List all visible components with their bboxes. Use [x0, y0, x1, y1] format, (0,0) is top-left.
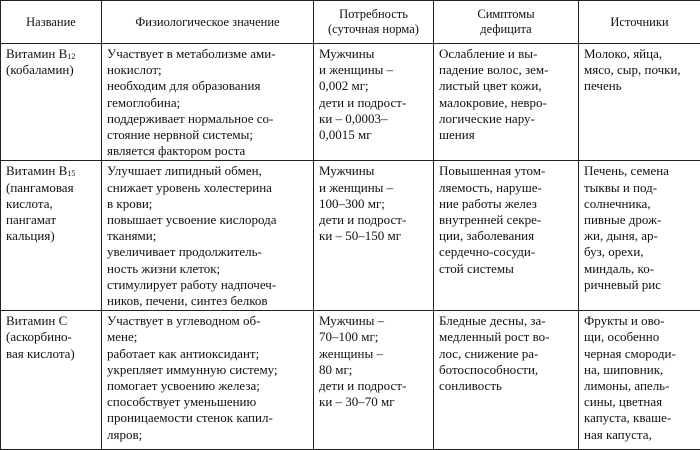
source-line: солнечника, — [584, 196, 696, 212]
cell-name — [1, 44, 102, 161]
symptom-line: шения — [439, 127, 574, 143]
source-line: на, шиповник, — [584, 362, 696, 378]
cell-symptoms — [434, 311, 579, 450]
table-row — [1, 44, 700, 161]
need-line: ки – 0,0003– — [319, 111, 429, 127]
function-line: помогает усвоению железа; — [107, 378, 309, 394]
cell-sources — [579, 161, 700, 311]
source-line: ричневый рис — [584, 277, 696, 293]
cell-function — [102, 44, 314, 161]
header-function — [102, 1, 314, 44]
header-name — [1, 1, 102, 44]
header-line: дефицита — [437, 22, 575, 37]
source-line: тыквы и под- — [584, 180, 696, 196]
source-line: мясо, сыр, почки, — [584, 62, 696, 78]
need-line: дети и подрост- — [319, 378, 429, 394]
vitamin-name — [6, 46, 97, 62]
source-line: буз, орехи, — [584, 244, 696, 260]
function-line: стояние нервной системы; — [107, 127, 309, 143]
vitamin-alias-line: (кобаламин) — [6, 62, 97, 78]
cell-function — [102, 311, 314, 450]
need-line: 70–100 мг; — [319, 329, 429, 345]
symptom-line: ботоспособности, — [439, 362, 574, 378]
symptom-line: листый цвет кожи, — [439, 78, 574, 94]
vitamin-name — [6, 163, 97, 179]
need-line: 100–300 мг; — [319, 196, 429, 212]
function-line: нокислот; — [107, 62, 309, 78]
source-line: Фрукты и ово- — [584, 313, 696, 329]
cell-function — [102, 161, 314, 311]
symptom-line: Повышенная утом- — [439, 163, 574, 179]
header-line: Название — [4, 15, 98, 30]
need-line: дети и подрост- — [319, 95, 429, 111]
need-line: и женщины – — [319, 62, 429, 78]
source-line: капуста, кваше- — [584, 410, 696, 426]
need-line: ки – 50–150 мг — [319, 228, 429, 244]
need-line: Мужчины – — [319, 313, 429, 329]
symptom-line: лос, снижение ра- — [439, 346, 574, 362]
symptom-line: сердечно-сосуди- — [439, 244, 574, 260]
vitamin-name-main: Витамин B — [6, 163, 67, 178]
function-line: повышает усвоение кислорода — [107, 212, 309, 228]
function-line: гемоглобина; — [107, 95, 309, 111]
need-line: 80 мг; — [319, 362, 429, 378]
symptom-line: логические нару- — [439, 111, 574, 127]
table-row — [1, 311, 700, 450]
symptom-line: ние работы желез — [439, 196, 574, 212]
function-line: снижает уровень холестерина — [107, 180, 309, 196]
symptom-line: малокровие, невро- — [439, 95, 574, 111]
header-sources — [579, 1, 700, 44]
source-line: печень — [584, 78, 696, 94]
function-line: увеличивает продолжитель- — [107, 244, 309, 260]
cell-need — [314, 44, 434, 161]
cell-symptoms — [434, 44, 579, 161]
source-line: Молоко, яйца, — [584, 46, 696, 62]
table-row — [1, 161, 700, 311]
source-line: Печень, семена — [584, 163, 696, 179]
header-line: Физиологическое значение — [105, 15, 310, 30]
function-line: является фактором роста — [107, 143, 309, 159]
vitamin-alias-line: пангамат — [6, 212, 97, 228]
need-line: 0,002 мг; — [319, 78, 429, 94]
vitamin-alias-line: вая кислота) — [6, 346, 97, 362]
header-need — [314, 1, 434, 44]
vitamin-alias-line: кальция) — [6, 228, 97, 244]
vitamin-name-main: Витамин C — [6, 313, 67, 328]
function-line: проницаемости стенок капил- — [107, 410, 309, 426]
function-line: Улучшает липидный обмен, — [107, 163, 309, 179]
symptom-line: Бледные десны, за- — [439, 313, 574, 329]
vitamin-name — [6, 313, 97, 329]
symptom-line: падение волос, зем- — [439, 62, 574, 78]
source-line: щи, особенно — [584, 329, 696, 345]
need-line: женщины – — [319, 346, 429, 362]
header-symptoms — [434, 1, 579, 44]
source-line: миндаль, ко- — [584, 261, 696, 277]
symptom-line: стой системы — [439, 261, 574, 277]
function-line: способствует уменьшению — [107, 394, 309, 410]
vitamin-alias-line: (аскорбино- — [6, 329, 97, 345]
cell-name — [1, 161, 102, 311]
source-line: лимоны, апель- — [584, 378, 696, 394]
symptom-line: ции, заболевания — [439, 228, 574, 244]
source-line: сины, цветная — [584, 394, 696, 410]
need-line: дети и подрост- — [319, 212, 429, 228]
function-line: в крови; — [107, 196, 309, 212]
function-line: ников, печени, синтез белков — [107, 293, 309, 309]
function-line: ляров; — [107, 427, 309, 443]
cell-sources — [579, 44, 700, 161]
need-line: ки – 30–70 мг — [319, 394, 429, 410]
cell-symptoms — [434, 161, 579, 311]
function-line: укрепляет иммунную систему; — [107, 362, 309, 378]
cell-need — [314, 161, 434, 311]
vitamin-name-sub: 15 — [67, 169, 75, 178]
header-line: Источники — [582, 15, 697, 30]
source-line: ная капуста, — [584, 427, 696, 443]
header-line: Потребность — [317, 7, 430, 22]
function-line: ность жизни клеток; — [107, 261, 309, 277]
function-line: Участвует в метаболизме ами- — [107, 46, 309, 62]
cell-name — [1, 311, 102, 450]
need-line: 0,0015 мг — [319, 127, 429, 143]
header-line: (суточная норма) — [317, 22, 430, 37]
vitamin-alias-line: кислота, — [6, 196, 97, 212]
vitamin-name-sub: 12 — [67, 52, 75, 61]
source-line: жи, дыня, ар- — [584, 228, 696, 244]
need-line: Мужчины — [319, 46, 429, 62]
source-line: черная смороди- — [584, 346, 696, 362]
vitamin-name-main: Витамин B — [6, 46, 67, 61]
function-line: тканями; — [107, 228, 309, 244]
vitamin-alias-line: (пангамовая — [6, 180, 97, 196]
symptom-line: внутренней секре- — [439, 212, 574, 228]
function-line: работает как антиоксидант; — [107, 346, 309, 362]
function-line: Участвует в углеводном об- — [107, 313, 309, 329]
need-line: и женщины – — [319, 180, 429, 196]
source-line: пивные дрож- — [584, 212, 696, 228]
function-line: необходим для образования — [107, 78, 309, 94]
cell-need — [314, 311, 434, 450]
cell-sources — [579, 311, 700, 450]
need-line: Мужчины — [319, 163, 429, 179]
function-line: поддерживает нормальное со- — [107, 111, 309, 127]
header-line: Симптомы — [437, 7, 575, 22]
symptom-line: медленный рост во- — [439, 329, 574, 345]
symptom-line: Ослабление и вы- — [439, 46, 574, 62]
symptom-line: ляемость, наруше- — [439, 180, 574, 196]
symptom-line: сонливость — [439, 378, 574, 394]
header-row — [1, 1, 700, 44]
function-line: стимулирует работу надпочеч- — [107, 277, 309, 293]
function-line: мене; — [107, 329, 309, 345]
